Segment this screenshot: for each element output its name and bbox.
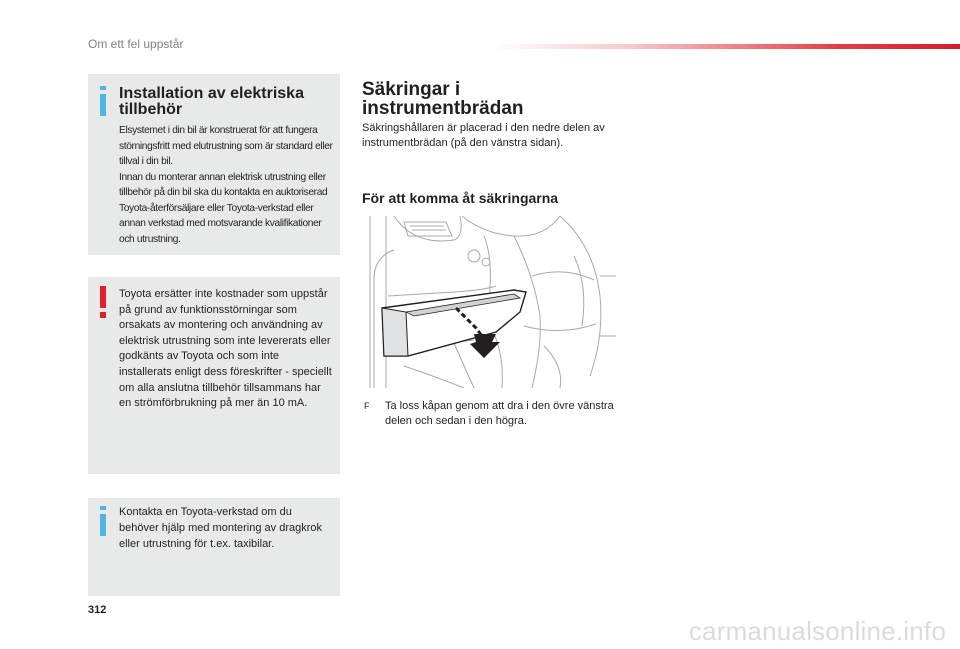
- section-header-title: Om ett fel uppstår: [88, 37, 184, 51]
- installation-text: [119, 123, 333, 247]
- page-title: [362, 80, 524, 118]
- fuse-location-text: Säkringshållaren är placerad i den nedre delen av instrumentbrädan (på den vänstra sidan).: [362, 122, 605, 149]
- page-number: 312: [88, 604, 107, 616]
- info-icon: [100, 506, 106, 536]
- info-icon: [100, 86, 106, 116]
- dashboard-fuse-illustration: [364, 216, 616, 388]
- access-fuses-heading: För att komma åt säkringarna: [362, 190, 559, 206]
- header-accent-bar: [490, 44, 960, 49]
- contact-text: Kontakta en Toyota-verkstad om du behöver hjälp med montering av dragkrok eller utrustning för t.ex. taxibilar.: [119, 506, 323, 550]
- page-title-line-1: Säkringar i: [362, 79, 461, 100]
- page-title-line-2: instrumentbrädan: [362, 98, 524, 119]
- warning-text: Toyota ersätter inte kostnader som uppstår på grund av funktionsstörningar som orsakats av montering och användning av elektrisk utrustning som inte levererats eller godkänts av Toyota och som inte installerats enligt dess föreskrifter - speciellt om alla anslutna tillbehör tillsammans har en strömförbrukning på mer än 10 mA.: [119, 288, 332, 410]
- warning-icon: [99, 286, 107, 318]
- step-arrow-icon: F: [364, 401, 370, 411]
- instruction-text: Ta loss kåpan genom att dra i den övre vänstra delen och sedan i den högra.: [385, 400, 614, 427]
- installation-heading: Installation av elektriska tillbehör: [119, 85, 304, 118]
- watermark: carmanualsonline.info: [688, 616, 946, 646]
- installation-paragraph-1: Elsystemet i din bil är konstruerat för att fungera störningsfritt med elutrustning som är standard eller tillval i din bil.: [119, 125, 333, 167]
- installation-paragraph-2: Innan du monterar annan elektrisk utrustning eller tillbehör på din bil ska du kontakta en auktoriserad Toyota-återförsäljare eller Toyota-verkstad eller annan verkstad med motsvarande kvalifikationer och utrustning.: [119, 171, 328, 245]
